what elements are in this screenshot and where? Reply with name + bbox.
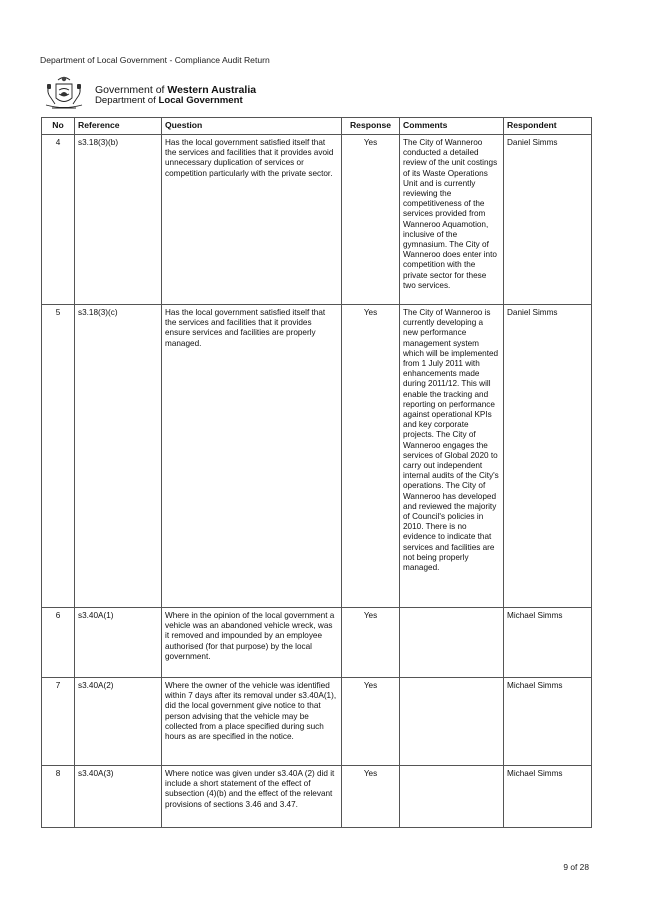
column-header-question: Question bbox=[162, 118, 342, 135]
row-no: 7 bbox=[42, 678, 75, 766]
page-number: 9 of 28 bbox=[563, 862, 589, 872]
row-comments bbox=[400, 678, 504, 766]
row-question: Has the local government satisfied itself that the services and facilities that it provides ensure services and facilities are properly managed. bbox=[162, 305, 342, 608]
row-response: Yes bbox=[342, 678, 400, 766]
row-question: Where the owner of the vehicle was identified within 7 days after its removal under s3.40A(1), did the local government give notice to that person advising that the vehicle may be collected from a place specified during such hours as are specified in the notice. bbox=[162, 678, 342, 766]
compliance-audit-table bbox=[41, 117, 592, 828]
row-comments: The City of Wanneroo is currently developing a new performance management system which will be implemented from 1 July 2011 with enhancements made during 2011/12. This will enable the tracking and reporting on performance against operational KPIs and key corporate projects. The City of Wanneroo engages the services of Global 2020 to carry out independent internal audits of the City's operations. The City of Wanneroo has developed and reviewed the majority of Council's policies in 2010. There is no evidence to indicate that services and facilities are not being properly managed. bbox=[400, 305, 504, 608]
column-header-no: No bbox=[42, 118, 75, 135]
row-question: Where notice was given under s3.40A (2) did it include a short statement of the effect of subsection (4)(b) and the effect of the relevant provisions of sections 3.46 and 3.47. bbox=[162, 766, 342, 828]
row-question: Has the local government satisfied itself that the services and facilities that it provides avoid unnecessary duplication of services or competition particularly with the private sector. bbox=[162, 135, 342, 305]
government-name: Government of Western Australia bbox=[95, 84, 257, 96]
row-reference: s3.40A(2) bbox=[75, 678, 162, 766]
row-respondent: Michael Simms bbox=[504, 766, 592, 828]
column-header-comments: Comments bbox=[400, 118, 504, 135]
table-row bbox=[42, 678, 592, 766]
row-comments bbox=[400, 608, 504, 678]
table-header-row bbox=[42, 118, 592, 135]
column-header-reference: Reference bbox=[75, 118, 162, 135]
row-response: Yes bbox=[342, 305, 400, 608]
row-question: Where in the opinion of the local government a vehicle was an abandoned vehicle wreck, was it removed and impounded by an employee authorised (for that purpose) by the local government. bbox=[162, 608, 342, 678]
row-respondent: Daniel Simms bbox=[504, 305, 592, 608]
table-row bbox=[42, 766, 592, 828]
row-reference: s3.40A(1) bbox=[75, 608, 162, 678]
row-respondent: Michael Simms bbox=[504, 608, 592, 678]
coat-of-arms-icon bbox=[40, 74, 88, 112]
row-reference: s3.40A(3) bbox=[75, 766, 162, 828]
table-row bbox=[42, 305, 592, 608]
row-respondent: Michael Simms bbox=[504, 678, 592, 766]
table-row bbox=[42, 135, 592, 305]
row-reference: s3.18(3)(b) bbox=[75, 135, 162, 305]
row-response: Yes bbox=[342, 608, 400, 678]
table-row bbox=[42, 608, 592, 678]
row-no: 5 bbox=[42, 305, 75, 608]
row-comments bbox=[400, 766, 504, 828]
row-response: Yes bbox=[342, 135, 400, 305]
column-header-respondent: Respondent bbox=[504, 118, 592, 135]
department-name: Department of Local Government bbox=[95, 95, 243, 106]
row-comments: The City of Wanneroo conducted a detailed review of the unit costings of its Waste Operations Unit and is currently reviewing the competitiveness of the services provided from Wanneroo Aquamotion, inclusive of the gymnasium. The City of Wanneroo does enter into competition with the private sector for these two services. bbox=[400, 135, 504, 305]
row-no: 6 bbox=[42, 608, 75, 678]
column-header-response: Response bbox=[342, 118, 400, 135]
row-respondent: Daniel Simms bbox=[504, 135, 592, 305]
row-response: Yes bbox=[342, 766, 400, 828]
document-title: Department of Local Government - Compliance Audit Return bbox=[40, 55, 270, 65]
row-reference: s3.18(3)(c) bbox=[75, 305, 162, 608]
row-no: 8 bbox=[42, 766, 75, 828]
government-logo-block bbox=[40, 74, 300, 114]
row-no: 4 bbox=[42, 135, 75, 305]
